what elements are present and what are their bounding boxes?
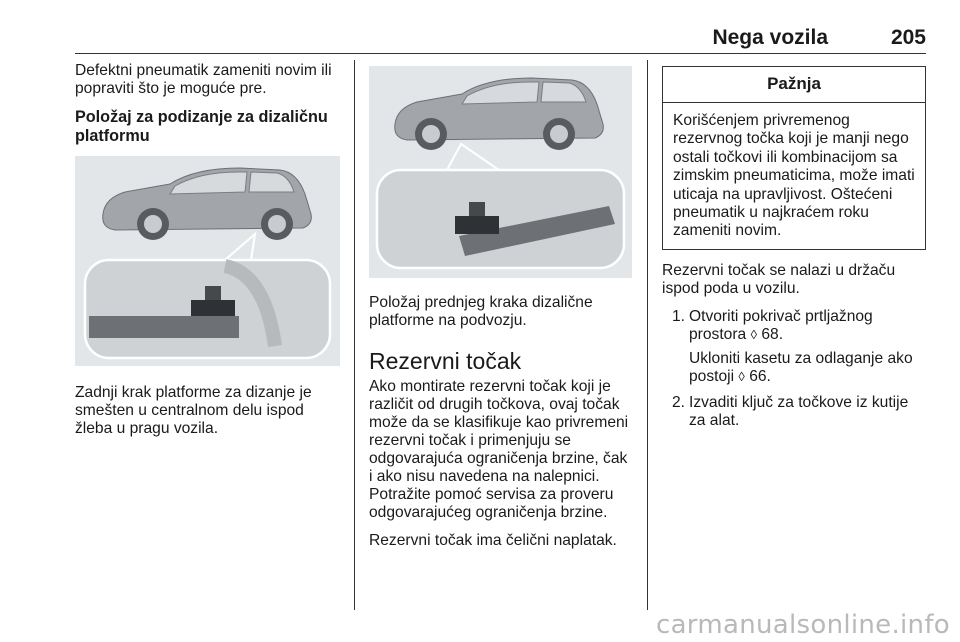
- page-header: [0, 24, 926, 52]
- step-number: 1.: [672, 307, 686, 325]
- body-paragraph: Ako montirate rezervni točak koji je različit od drugih točkova, ovaj točak može da se klasifikuje kao privremeni rezervni točak i primenjuju se odgovarajuća ograničenja brzine, čak i ako nisu navedena na nalepnici. Potražite pomoć servisa za proveru odgovarajućeg ograničenja brzine.: [369, 378, 629, 521]
- intro-paragraph: Defektni pneumatik zameniti novim ili popraviti što je moguće pre.: [75, 62, 332, 97]
- front-lift-point-illustration: [369, 66, 632, 278]
- header-rule: [75, 53, 926, 54]
- page-reference-icon: ◊: [750, 326, 757, 342]
- figure-caption: Zadnji krak platforme za dizanje je smešten u centralnom delu ispod žleba u pragu vozila.: [75, 384, 312, 437]
- column-divider: [354, 60, 355, 610]
- column-left: [75, 62, 340, 448]
- column-middle: [369, 62, 632, 560]
- page-number: 205: [890, 26, 926, 49]
- column-right: [662, 62, 926, 438]
- page-reference-icon: ◊: [738, 368, 745, 384]
- steps-list: [662, 308, 926, 430]
- step-text: Otvoriti pokrivač prtljažnog prostora ◊ 68.: [689, 307, 873, 343]
- caution-box: [662, 66, 926, 250]
- section-title: Nega vozila: [712, 26, 828, 49]
- car-lift-rear-svg: [75, 156, 340, 366]
- list-item: [662, 308, 926, 386]
- intro-paragraph: Rezervni točak se nalazi u držaču ispod poda u vozilu.: [662, 261, 896, 297]
- figure-caption: Položaj prednjeg kraka dizalične platforme na podvozju.: [369, 294, 593, 329]
- caution-title: Pažnja: [663, 67, 925, 103]
- site-watermark: carmanualsonline.info: [655, 610, 950, 640]
- rear-lift-point-illustration: [75, 156, 340, 366]
- section-heading: Položaj za podizanje za dizaličnu platformu: [75, 108, 328, 145]
- column-divider: [647, 60, 648, 610]
- step-number: 2.: [672, 393, 686, 411]
- section-heading: Rezervni točak: [369, 348, 522, 374]
- body-paragraph: Rezervni točak ima čelični naplatak.: [369, 532, 617, 549]
- list-item: [662, 394, 926, 430]
- step-subtext: Ukloniti kasetu za odlaganje ako postoji ◊ 66.: [689, 349, 913, 385]
- caution-text: Korišćenjem privremenog rezervnog točka koji je manji nego ostali točkovi ili kombinacijom sa zimskim pneumaticima, može imati uticaja na upravljivost. Oštećeni pneumatik u najkraćem roku zameniti novim.: [673, 112, 915, 240]
- car-lift-front-svg: [369, 66, 632, 278]
- page-reference: 66.: [749, 367, 771, 385]
- step-text: Izvaditi ključ za točkove iz kutije za alat.: [689, 393, 909, 429]
- page-reference: 68.: [761, 325, 784, 343]
